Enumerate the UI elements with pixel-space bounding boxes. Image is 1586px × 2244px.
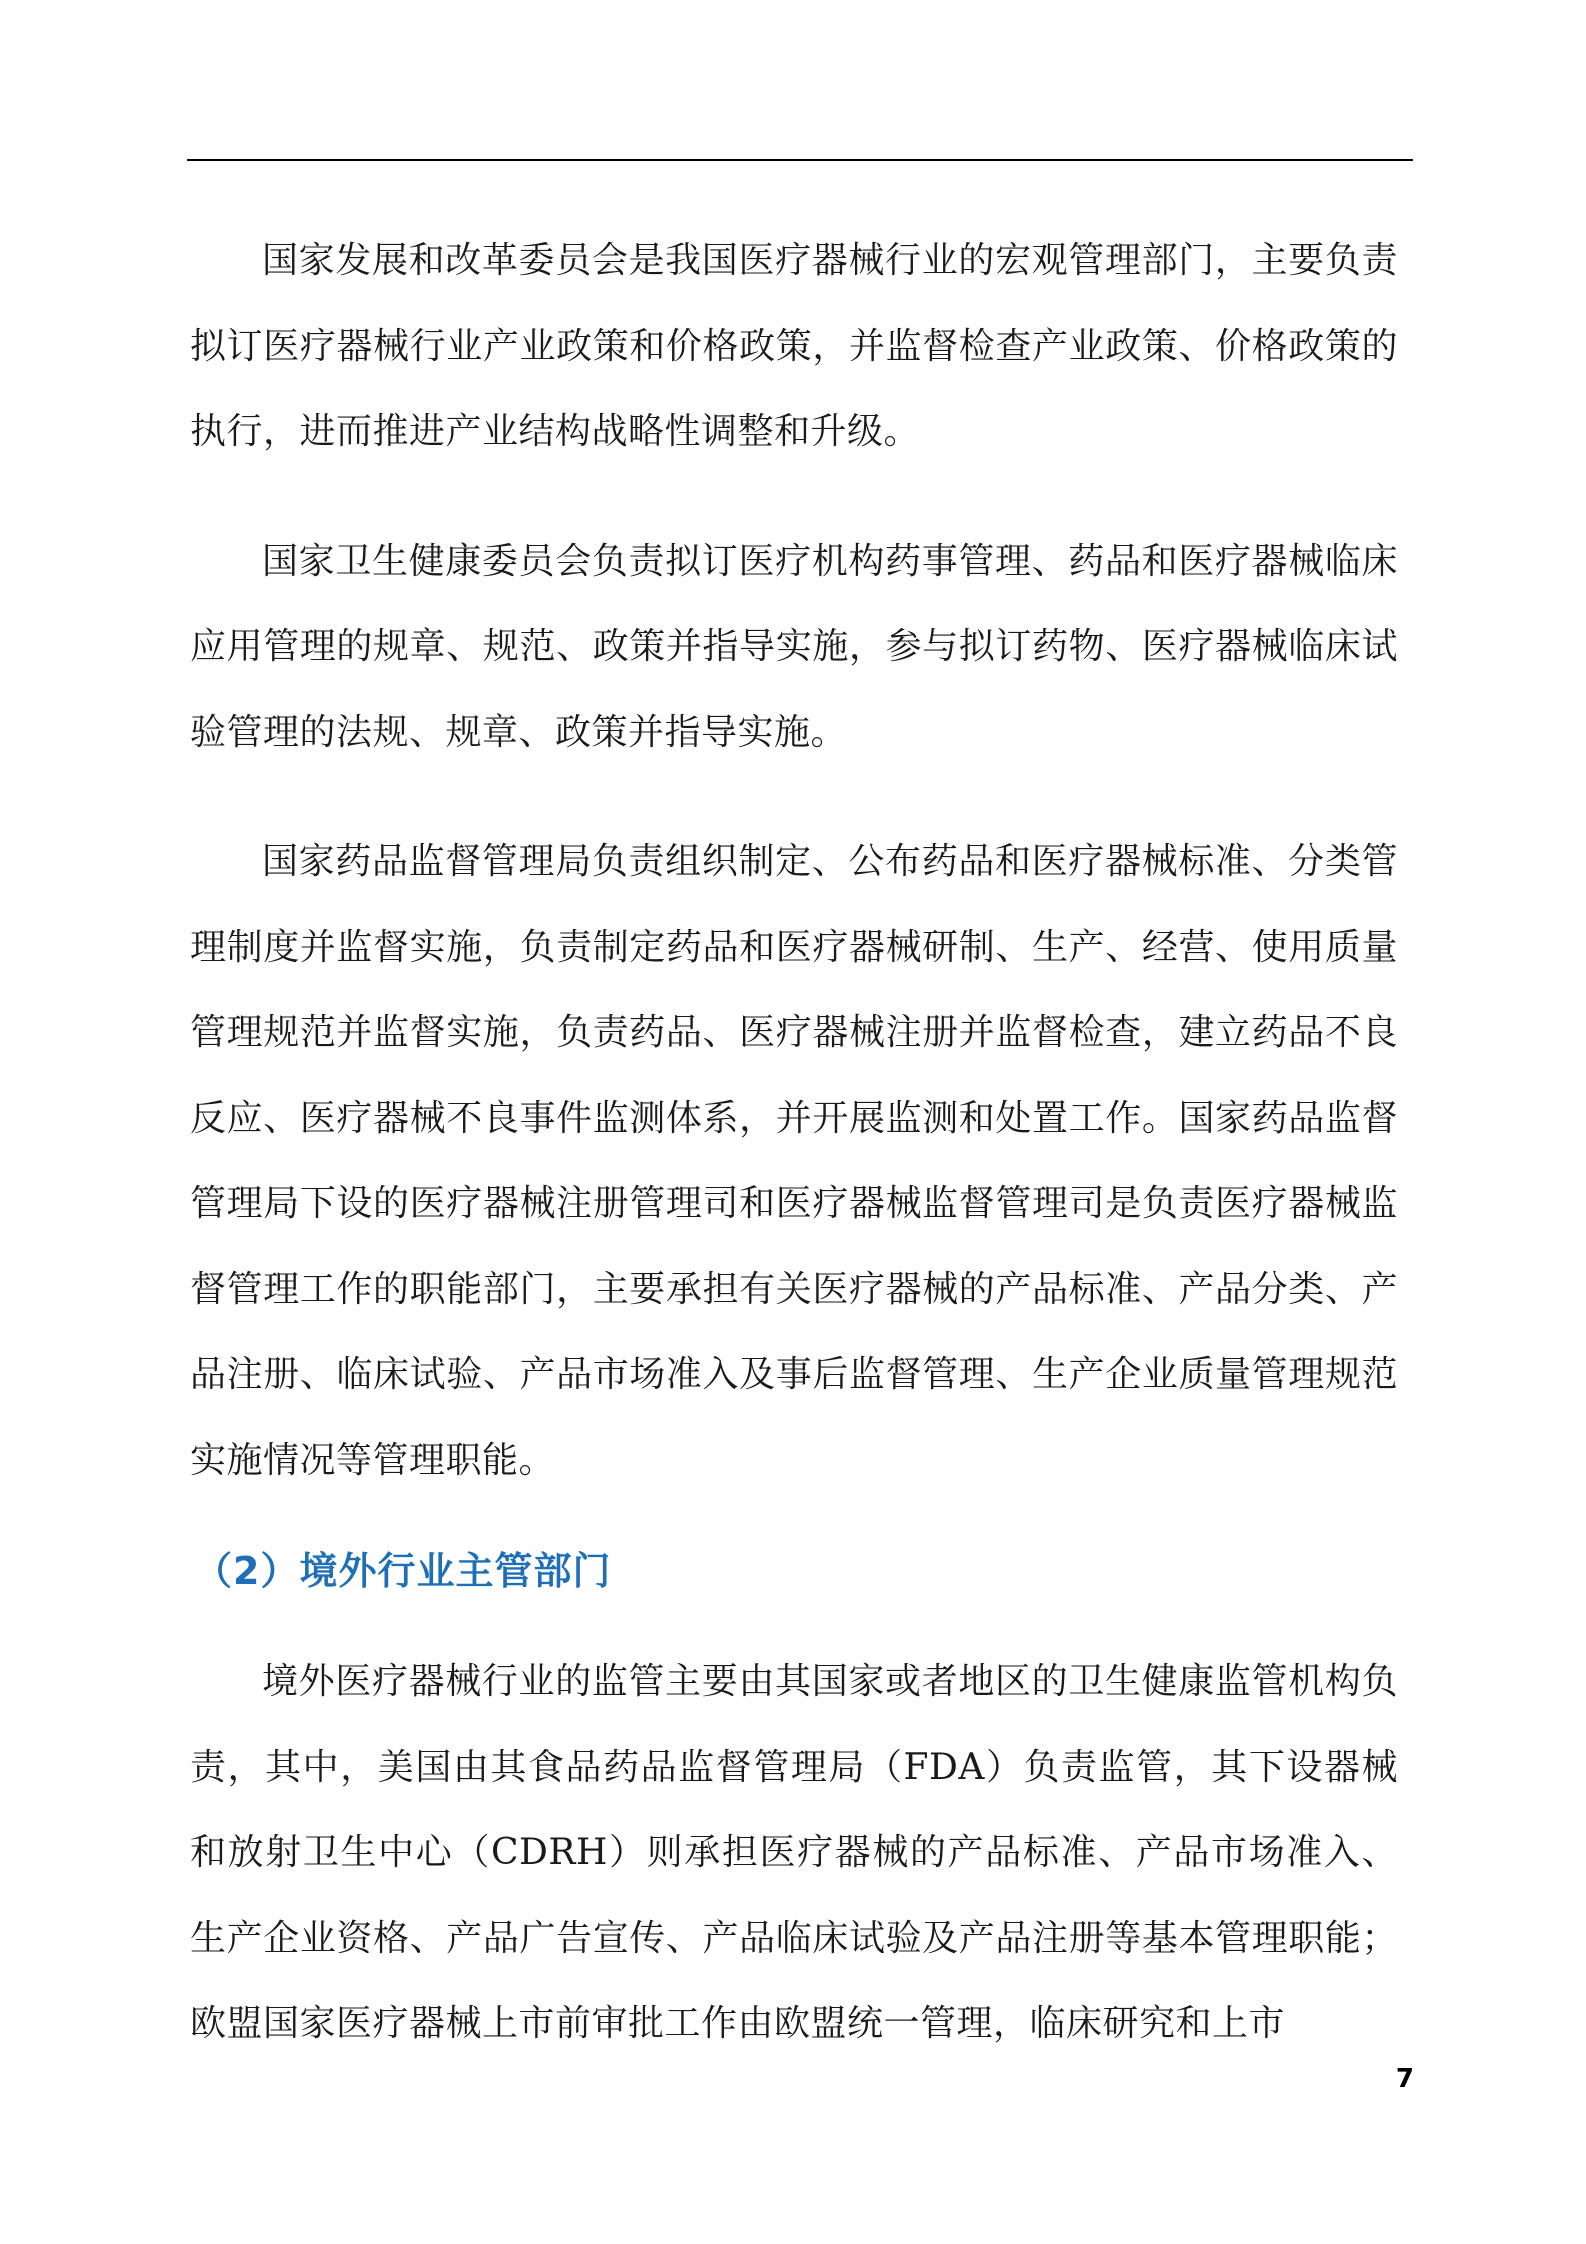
paragraph-overseas-regulation: 境外医疗器械行业的监管主要由其国家或者地区的卫生健康监管机构负责，其中，美国由其食品药品监督管理局（FDA）负责监管，其下设器械和放射卫生中心（CDRH）则承担医疗器械的产品标准、产品市场准入、生产企业资格、产品广告宣传、产品临床试验及产品注册等基本管理职能；欧盟国家医疗器械上市前审批工作由欧盟统一管理，临床研究和上市	[190, 1661, 1398, 2044]
paragraph-spacer	[190, 1599, 1398, 1639]
paragraph-nmpa: 国家药品监督管理局负责组织制定、公布药品和医疗器械标准、分类管理制度并监督实施，负责制定药品和医疗器械研制、生产、经营、使用质量管理规范并监督实施，负责药品、医疗器械注册并监督检查，建立药品不良反应、医疗器械不良事件监测体系，并开展监测和处置工作。国家药品监督管理局下设的医疗器械注册管理司和医疗器械监督管理司是负责医疗器械监督管理工作的职能部门，主要承担有关医疗器械的产品标准、产品分类、产品注册、临床试验、产品市场准入及事后监督管理、生产企业质量管理规范实施情况等管理职能。	[190, 841, 1398, 1481]
page-body	[190, 218, 1398, 2067]
paragraph-spacer	[190, 475, 1398, 519]
paragraph-spacer	[190, 1503, 1398, 1543]
section-heading: （2）境外行业主管部门	[194, 1549, 612, 1593]
paragraph-spacer	[190, 775, 1398, 819]
paragraph-nhc: 国家卫生健康委员会负责拟订医疗机构药事管理、药品和医疗器械临床应用管理的规章、规范、政策并指导实施，参与拟订药物、医疗器械临床试验管理的法规、规章、政策并指导实施。	[190, 540, 1398, 753]
header-rule	[187, 159, 1413, 161]
paragraph-ndrc: 国家发展和改革委员会是我国医疗器械行业的宏观管理部门，主要负责拟订医疗器械行业产业政策和价格政策，并监督检查产业政策、价格政策的执行，进而推进产业结构战略性调整和升级。	[190, 240, 1398, 452]
page-number: 7	[1395, 2064, 1414, 2094]
